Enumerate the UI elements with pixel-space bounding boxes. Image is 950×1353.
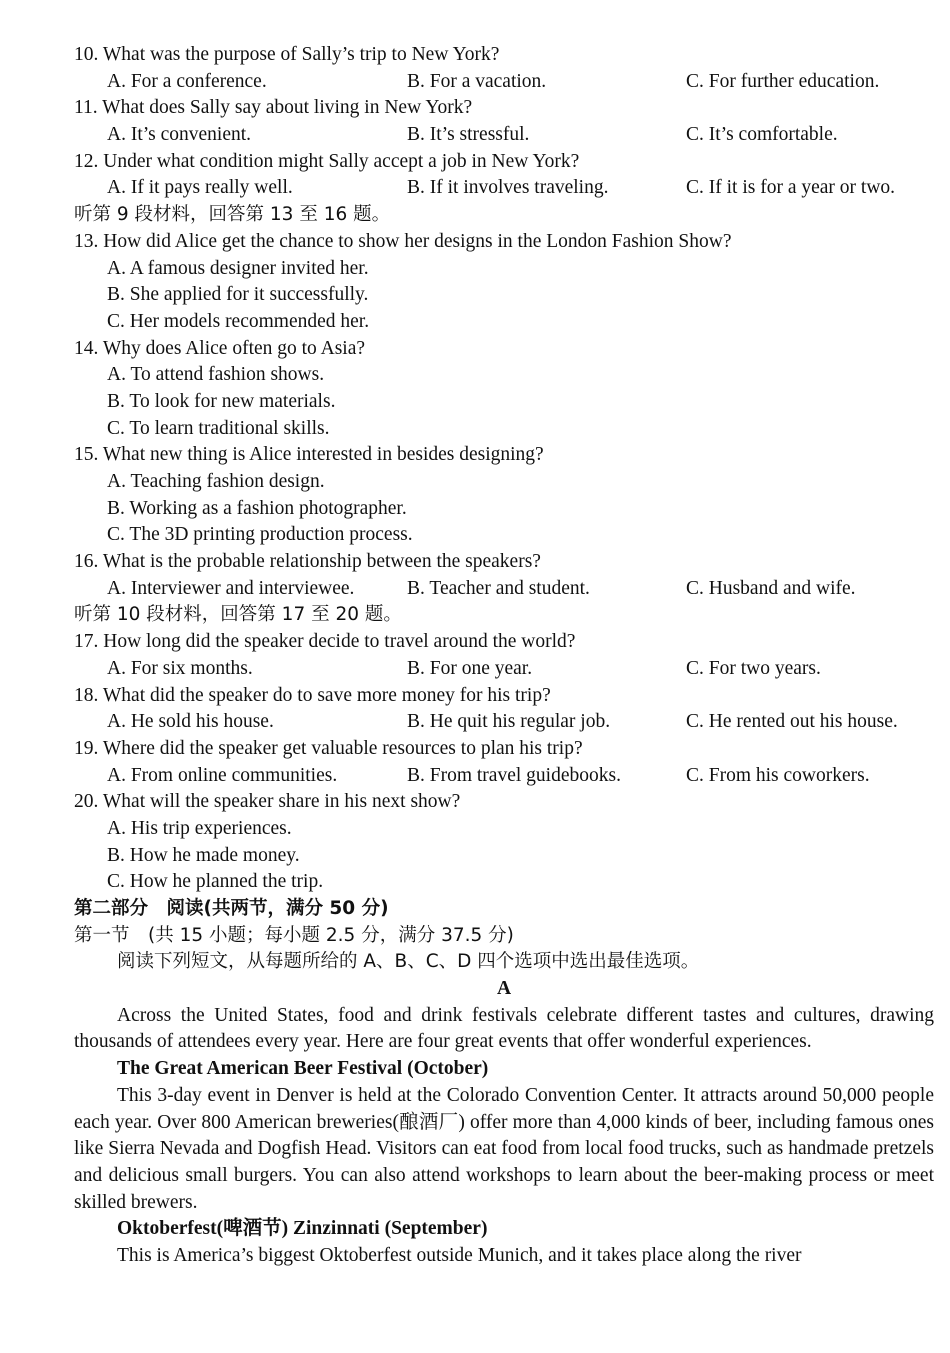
- intro-paragraph: Across the United States, food and drink festivals celebrate different tastes and cultures, drawing thousands of attendees every year. Here are four great events that offer wonderful experiences.: [74, 1004, 934, 1053]
- option-b: B. To look for new materials.: [107, 390, 336, 412]
- option-c: C. The 3D printing production process.: [107, 524, 413, 546]
- passage-label: A: [496, 978, 512, 1000]
- question-20: 20. What will the speaker share in his next show?: [74, 791, 461, 813]
- option-c: C. To learn traditional skills.: [107, 417, 330, 439]
- question-17: 17. How long did the speaker decide to travel around the world?: [74, 631, 576, 653]
- question-13: 13. How did Alice get the chance to show her designs in the London Fashion Show?: [74, 230, 732, 252]
- event-2-text: This is America’s biggest Oktoberfest outside Munich, and it takes place along the river: [117, 1245, 802, 1267]
- option-a: A. A famous designer invited her.: [107, 257, 369, 279]
- option-a: A. From online communities.: [107, 764, 338, 786]
- option-a: A. For six months.: [107, 657, 253, 679]
- option-b: B. For a vacation.: [407, 70, 547, 92]
- option-a: A. For a conference.: [107, 70, 267, 92]
- option-a: A. To attend fashion shows.: [107, 364, 325, 386]
- section-1-title: 第一节 (共 15 小题；每小题 2.5 分，满分 37.5 分): [74, 924, 514, 946]
- event-1-title: The Great American Beer Festival (October): [117, 1058, 489, 1080]
- question-17-options: [74, 656, 934, 683]
- option-b: B. For one year.: [407, 657, 533, 679]
- question-10: 10. What was the purpose of Sally’s trip to New York?: [74, 44, 500, 65]
- option-c: C. From his coworkers.: [686, 764, 870, 786]
- question-12: 12. Under what condition might Sally accept a job in New York?: [74, 150, 580, 172]
- question-10-options: [74, 69, 934, 96]
- reading-instructions: 阅读下列短文，从每题所给的 A、B、C、D 四个选项中选出最佳选项。: [117, 951, 700, 973]
- section-10-intro: 听第 10 段材料，回答第 17 至 20 题。: [74, 604, 402, 626]
- option-c: C. For further education.: [686, 70, 880, 92]
- option-c: C. He rented out his house.: [686, 711, 898, 733]
- event-1-text: This 3-day event in Denver is held at the Colorado Convention Center. It attracts around 50,000 people each year. Over 800 American breweries(酿酒厂) offer more than 4,000 kinds of beer, including famous ones like Sierra Nevada and Dogfish Head. Visitors can eat food from local food trucks, such as handmade pretzels and delicious small burgers. You can also attend workshops to learn about the beer-making process or meet skilled brewers.: [74, 1084, 934, 1213]
- question-18-options: [74, 709, 934, 736]
- option-a: A. Interviewer and interviewee.: [107, 577, 355, 599]
- option-a: A. Teaching fashion design.: [107, 471, 325, 492]
- question-11-options: [74, 122, 934, 149]
- option-b: B. It’s stressful.: [407, 124, 530, 146]
- option-c: C. How he planned the trip.: [107, 871, 324, 893]
- exam-page: [74, 42, 934, 1270]
- option-c: C. It’s comfortable.: [686, 124, 838, 146]
- question-12-options: [74, 175, 934, 202]
- question-19-options: [74, 763, 934, 790]
- event-2-title: Oktoberfest(啤酒节) Zinzinnati (September): [117, 1218, 488, 1240]
- question-16-options: [74, 576, 934, 603]
- option-c: C. For two years.: [686, 657, 821, 679]
- option-a: A. His trip experiences.: [107, 817, 292, 839]
- option-b: B. He quit his regular job.: [407, 711, 611, 733]
- option-b: B. How he made money.: [107, 844, 300, 866]
- option-b: B. Teacher and student.: [407, 577, 590, 599]
- question-19: 19. Where did the speaker get valuable resources to plan his trip?: [74, 737, 583, 759]
- option-b: B. She applied for it successfully.: [107, 284, 369, 306]
- question-16: 16. What is the probable relationship between the speakers?: [74, 551, 541, 573]
- option-b: B. Working as a fashion photographer.: [107, 497, 407, 519]
- option-c: C. Husband and wife.: [686, 577, 856, 599]
- option-b: B. If it involves traveling.: [407, 177, 609, 199]
- option-c: C. Her models recommended her.: [107, 310, 370, 332]
- question-15: 15. What new thing is Alice interested in besides designing?: [74, 444, 544, 466]
- option-a: A. He sold his house.: [107, 711, 274, 733]
- section-9-intro: 听第 9 段材料，回答第 13 至 16 题。: [74, 204, 391, 226]
- option-a: A. It’s convenient.: [107, 124, 252, 146]
- question-11: 11. What does Sally say about living in New York?: [74, 97, 473, 119]
- question-14: 14. Why does Alice often go to Asia?: [74, 337, 366, 359]
- part-2-title: 第二部分 阅读(共两节，满分 50 分): [74, 898, 389, 919]
- option-b: B. From travel guidebooks.: [407, 764, 621, 786]
- question-18: 18. What did the speaker do to save more money for his trip?: [74, 684, 551, 706]
- option-c: C. If it is for a year or two.: [686, 177, 896, 199]
- option-a: A. If it pays really well.: [107, 177, 293, 199]
